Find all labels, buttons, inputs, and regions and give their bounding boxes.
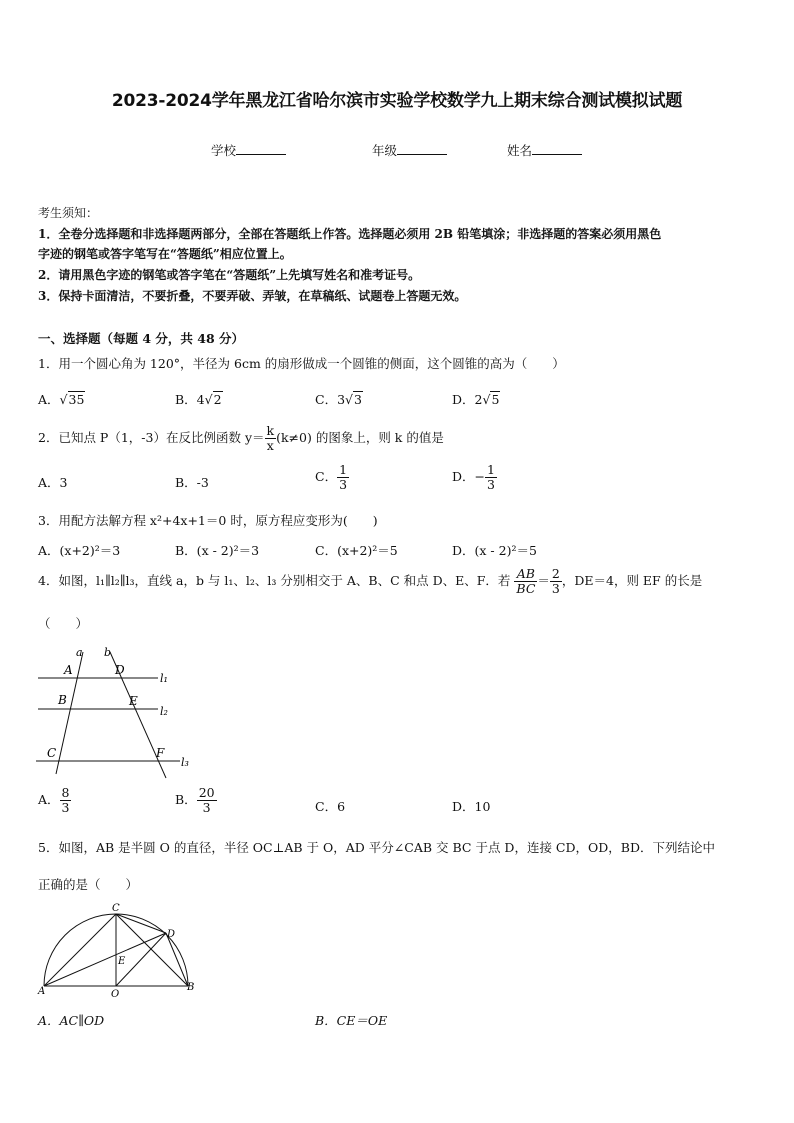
q4-b-label: B． [175,791,197,807]
notice-item-1a: 1．全卷分选择题和非选择题两部分，全部在答题纸上作答。选择题必须用 2B 铅笔填涂；非选择题的答案必须用黑色 [38,227,662,241]
q2-option-d[interactable] [452,463,497,492]
grade-field[interactable] [372,141,447,159]
q3-option-b[interactable]: B．(x - 2)²＝3 [175,543,260,558]
q4-answer-paren: （ ） [38,616,89,631]
q4-option-b[interactable] [175,786,217,815]
q5-option-b[interactable]: B．CE＝OE [315,1013,388,1028]
q1-option-c[interactable]: C．3√3 [315,392,362,407]
q2-stem-post: (k≠0) 的图象上，则 k 的值是 [276,429,444,445]
q4-b-num: 20 [198,785,215,800]
q4-b-fraction [197,786,217,815]
q5-option-a[interactable]: A．AC∥OD [38,1013,105,1028]
school-field[interactable] [211,141,286,159]
chord-bd [166,933,188,986]
notice-item-3: 3．保持卡面清洁，不要折叠，不要弄破、弄皱，在草稿纸、试题卷上答题无效。 [38,289,467,303]
q4-value-fraction [550,567,562,596]
q2-stem [38,424,444,453]
q1-b-radicand: 2 [213,392,222,407]
label-A: A [64,663,73,677]
q3-option-c[interactable]: C．(x+2)²＝5 [315,543,398,558]
q4-option-d[interactable]: D．10 [452,799,491,814]
q2-c-num: 1 [339,462,348,477]
q3-option-d[interactable]: D．(x - 2)²＝5 [452,543,537,558]
label-D: D [167,929,176,940]
q1-a-label: A． [38,392,60,407]
q2-option-b[interactable]: B．-3 [175,475,209,490]
label-C: C [47,746,57,760]
q2-frac-num: k [266,423,275,438]
q1-b-label: B．4 [175,392,205,407]
q1-option-d[interactable]: D．2√5 [452,392,500,407]
q1-c-radicand: 3 [354,392,362,407]
q4-stem-post: ，DE＝4，则 EF 的长是 [561,572,703,588]
q2-option-a[interactable]: A．3 [38,475,68,490]
label-D: D [115,663,125,677]
q4-stem [38,567,702,596]
q4-option-c[interactable]: C．6 [315,799,346,814]
page-title: 2023-2024学年黑龙江省哈尔滨市实验学校数学九上期末综合测试模拟试题 [111,91,683,111]
q4-ratio-fraction [514,567,537,596]
q4-a-label: A． [38,791,60,807]
q2-d-fraction [485,463,497,492]
q1-c-label: C．3 [315,392,346,407]
label-E: E [129,694,138,708]
grade-label: 年级 [372,143,398,158]
label-B: B [58,693,67,707]
grade-blank[interactable] [397,142,447,155]
chord-ad [44,933,166,986]
label-l1: l₁ [160,672,168,685]
label-B: B [187,982,195,993]
name-label: 姓名 [507,143,533,158]
label-b: b [104,646,112,659]
label-l2: l₂ [160,705,168,718]
q2-c-den: 3 [339,476,348,492]
q4-value-num: 2 [551,566,560,581]
q4-a-num: 8 [61,785,70,800]
q2-frac-den: x [266,437,274,453]
q4-ratio-num: AB [514,567,537,582]
chord-cd [116,914,166,933]
label-O: O [111,989,120,1000]
q2-c-label: C． [315,468,338,484]
q5-stem-2: 正确的是（ ） [38,877,139,892]
q1-d-radicand: 5 [491,392,500,407]
notice-heading: 考生须知： [38,206,99,220]
q4-figure [34,644,204,779]
q4-b-den: 3 [202,799,211,815]
chord-ac [44,914,116,986]
notice-item-1b: 字迹的钢笔或答字笔写在“答题纸”相应位置上。 [38,247,292,261]
q4-eq: ＝ [537,572,550,588]
q2-d-label: D．− [452,468,485,484]
q2-d-num: 1 [487,462,495,477]
school-label: 学校 [211,143,237,158]
q1-option-a[interactable]: A．√35 [38,392,85,407]
q5-stem: 5．如图，AB 是半圆 O 的直径，半径 OC⊥AB 于 O，AD 平分∠CAB 交 BC 于点 D，连接 CD，OD，BD．下列结论中 [38,840,715,855]
q4-option-a[interactable] [38,786,71,815]
section-heading: 一、选择题（每题 4 分，共 48 分） [38,331,245,346]
q4-ratio-den: BC [516,580,536,596]
q4-value-den: 3 [551,580,560,596]
q2-fraction [265,424,277,453]
q3-option-a[interactable]: A．(x+2)²＝3 [38,543,121,558]
q4-a-fraction [60,786,72,815]
q2-stem-pre: 2．已知点 P（1，-3）在反比例函数 y＝ [38,429,265,445]
q2-d-den: 3 [487,476,495,492]
q4-a-den: 3 [61,799,70,815]
q1-a-radicand: 35 [68,392,85,407]
school-blank[interactable] [236,142,286,155]
q1-stem: 1．用一个圆心角为 120°，半径为 6cm 的扇形做成一个圆锥的侧面，这个圆锥的高为（ ） [38,356,565,371]
label-F: F [156,746,165,760]
q1-d-label: D．2 [452,392,483,407]
q1-option-b[interactable]: B．4√2 [175,392,222,407]
notice-item-2: 2．请用黑色字迹的钢笔或答字笔在“答题纸”上先填写姓名和准考证号。 [38,268,421,282]
q2-option-c[interactable] [315,463,349,492]
q4-stem-pre: 4．如图，l₁∥l₂∥l₃，直线 a，b 与 l₁、l₂、l₃ 分别相交于 A、B、C 和点 D、E、F．若 [38,572,511,588]
q2-c-fraction [337,463,349,492]
name-field[interactable] [507,141,582,159]
label-E: E [118,956,126,967]
q3-stem: 3．用配方法解方程 x²+4x+1＝0 时，原方程应变形为( ) [38,513,378,528]
label-l3: l₃ [181,756,189,769]
q5-figure [34,900,204,1000]
label-A: A [38,986,46,997]
name-blank[interactable] [532,142,582,155]
label-C: C [112,903,120,914]
label-a: a [76,646,83,659]
